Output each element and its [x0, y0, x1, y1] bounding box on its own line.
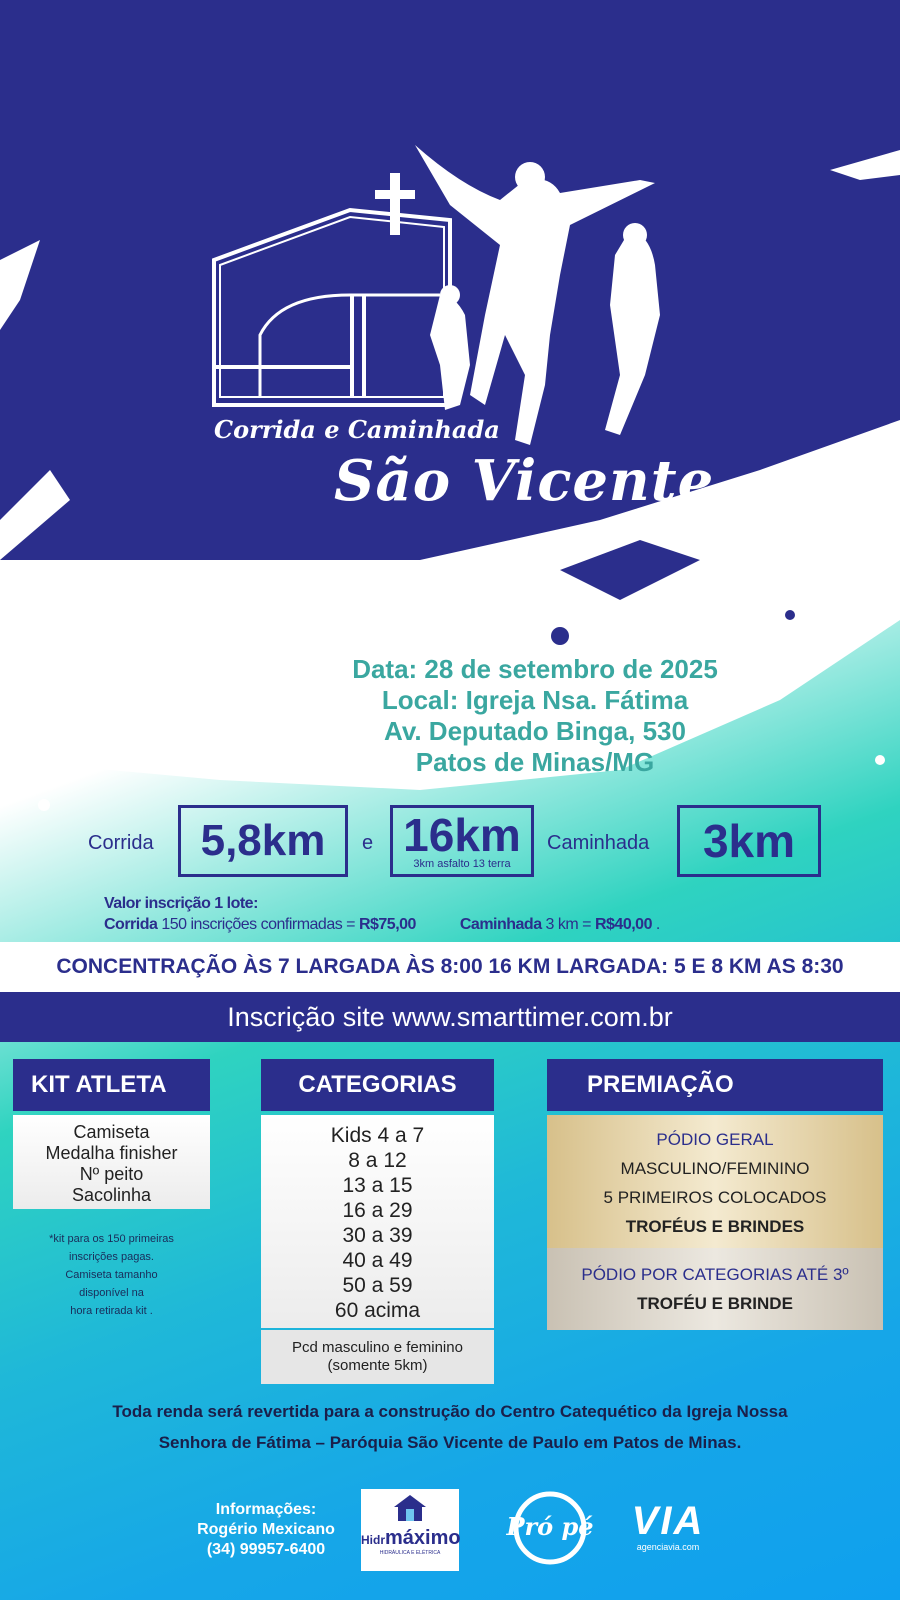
- via-text: VIA: [631, 1499, 705, 1543]
- and-label: e: [362, 832, 374, 854]
- contact-phone[interactable]: (34) 99957-6400: [206, 1541, 326, 1558]
- hidromaximo-prefix: Hidr: [361, 1533, 385, 1547]
- logo-subtitle: Corrida e Caminhada: [214, 415, 500, 444]
- pricing-caminhada-label: Caminhada: [459, 916, 542, 933]
- pcd-line: (somente 5km): [327, 1357, 428, 1374]
- schedule-band: [0, 942, 900, 992]
- kit-note-line: disponível na: [79, 1287, 144, 1299]
- logo-title: São Vicente: [334, 448, 715, 514]
- kit-item: Sacolinha: [71, 1185, 152, 1205]
- contact-label: Informações:: [215, 1501, 317, 1518]
- category-item: 50 a 59: [342, 1274, 413, 1297]
- kit-header: KIT ATLETA: [13, 1059, 210, 1111]
- contact-block: [186, 1500, 346, 1560]
- kit-note-line: Camiseta tamanho: [65, 1269, 158, 1281]
- pricing-title: Valor inscrição 1 lote:: [104, 895, 258, 912]
- pricing-corrida-text: 150 inscrições confirmadas =: [157, 916, 359, 933]
- kit-item: Camiseta: [73, 1122, 150, 1142]
- pricing-caminhada-text: 3 km =: [541, 916, 595, 933]
- via-sub: agenciavia.com: [636, 1542, 700, 1552]
- corrida-label: Corrida: [88, 832, 154, 854]
- kit-note: [13, 1230, 210, 1320]
- category-item: 30 a 39: [342, 1224, 413, 1247]
- distance-5-8km: 5,8km: [178, 805, 348, 877]
- contact-name: Rogério Mexicano: [197, 1521, 335, 1538]
- pricing-corrida-label: Corrida: [104, 916, 158, 933]
- kit-note-line: inscrições pagas.: [69, 1251, 154, 1263]
- categories-panel: [261, 1115, 494, 1328]
- hidromaximo-name: máximo: [385, 1527, 461, 1549]
- footer-note-line: Toda renda será revertida para a construção do Centro Catequético da Igreja Nossa: [112, 1402, 788, 1421]
- event-city: Patos de Minas/MG: [415, 747, 655, 777]
- prope-text: Pró pé: [506, 1512, 594, 1541]
- category-item: 13 a 15: [342, 1174, 413, 1197]
- category-podium-panel: [547, 1248, 883, 1330]
- pcd-panel: [261, 1330, 494, 1384]
- general-podium-title: PÓDIO GERAL: [656, 1130, 774, 1149]
- kit-item: Nº peito: [79, 1164, 144, 1184]
- pricing-line: [104, 916, 900, 934]
- kit-item: Medalha finisher: [45, 1143, 178, 1163]
- schedule-text: CONCENTRAÇÃO ÀS 7 LARGADA ÀS 8:00 16 KM LARGADA: 5 E 8 KM AS 8:30: [56, 955, 844, 978]
- pricing-end: .: [655, 916, 660, 933]
- caminhada-label: Caminhada: [547, 832, 650, 854]
- registration-link[interactable]: Inscrição site www.smarttimer.com.br: [227, 1001, 673, 1032]
- general-podium-line: MASCULINO/FEMININO: [620, 1159, 810, 1178]
- general-podium-panel: [547, 1115, 883, 1248]
- hidromaximo-logo: [361, 1489, 459, 1571]
- distance-16km-value: 16km: [403, 809, 521, 861]
- kit-note-line: *kit para os 150 primeiras: [49, 1233, 174, 1245]
- registration-band: [0, 992, 900, 1042]
- prope-logo: [500, 1488, 600, 1568]
- category-podium-title: PÓDIO POR CATEGORIAS ATÉ 3º: [581, 1265, 849, 1284]
- event-place: Local: Igreja Nsa. Fátima: [381, 685, 689, 715]
- distance-16km: [390, 805, 534, 877]
- house-icon: [390, 1493, 430, 1523]
- awards-header: PREMIAÇÃO: [547, 1059, 883, 1111]
- general-podium-prize: TROFÉUS E BRINDES: [625, 1217, 805, 1236]
- categories-header: CATEGORIAS: [261, 1059, 494, 1111]
- footer-note-line: Senhora de Fátima – Paróquia São Vicente de Paulo em Patos de Minas.: [158, 1433, 742, 1452]
- category-item: 60 acima: [334, 1299, 421, 1322]
- pricing-caminhada-price: R$40,00: [594, 916, 652, 933]
- category-item: 8 a 12: [348, 1149, 407, 1172]
- kit-note-line: hora retirada kit .: [70, 1305, 153, 1317]
- general-podium-line: 5 PRIMEIROS COLOCADOS: [603, 1188, 827, 1207]
- event-date: Data: 28 de setembro de 2025: [352, 654, 718, 684]
- kit-panel: [13, 1115, 210, 1209]
- pcd-line: Pcd masculino e feminino: [292, 1339, 463, 1356]
- agencia-via-logo: [623, 1500, 713, 1564]
- event-address: Av. Deputado Binga, 530: [384, 716, 686, 746]
- category-item: 16 a 29: [342, 1199, 413, 1222]
- pricing-corrida-price: R$75,00: [358, 916, 416, 933]
- category-item: 40 a 49: [342, 1249, 413, 1272]
- distance-3km: 3km: [677, 805, 821, 877]
- category-podium-prize: TROFÉU E BRINDE: [637, 1294, 793, 1313]
- distance-16km-note: 3km asfalto 13 terra: [413, 858, 511, 870]
- category-item: Kids 4 a 7: [330, 1124, 425, 1147]
- hidromaximo-sub: HIDRÁULICA E ELÉTRICA: [379, 1550, 441, 1556]
